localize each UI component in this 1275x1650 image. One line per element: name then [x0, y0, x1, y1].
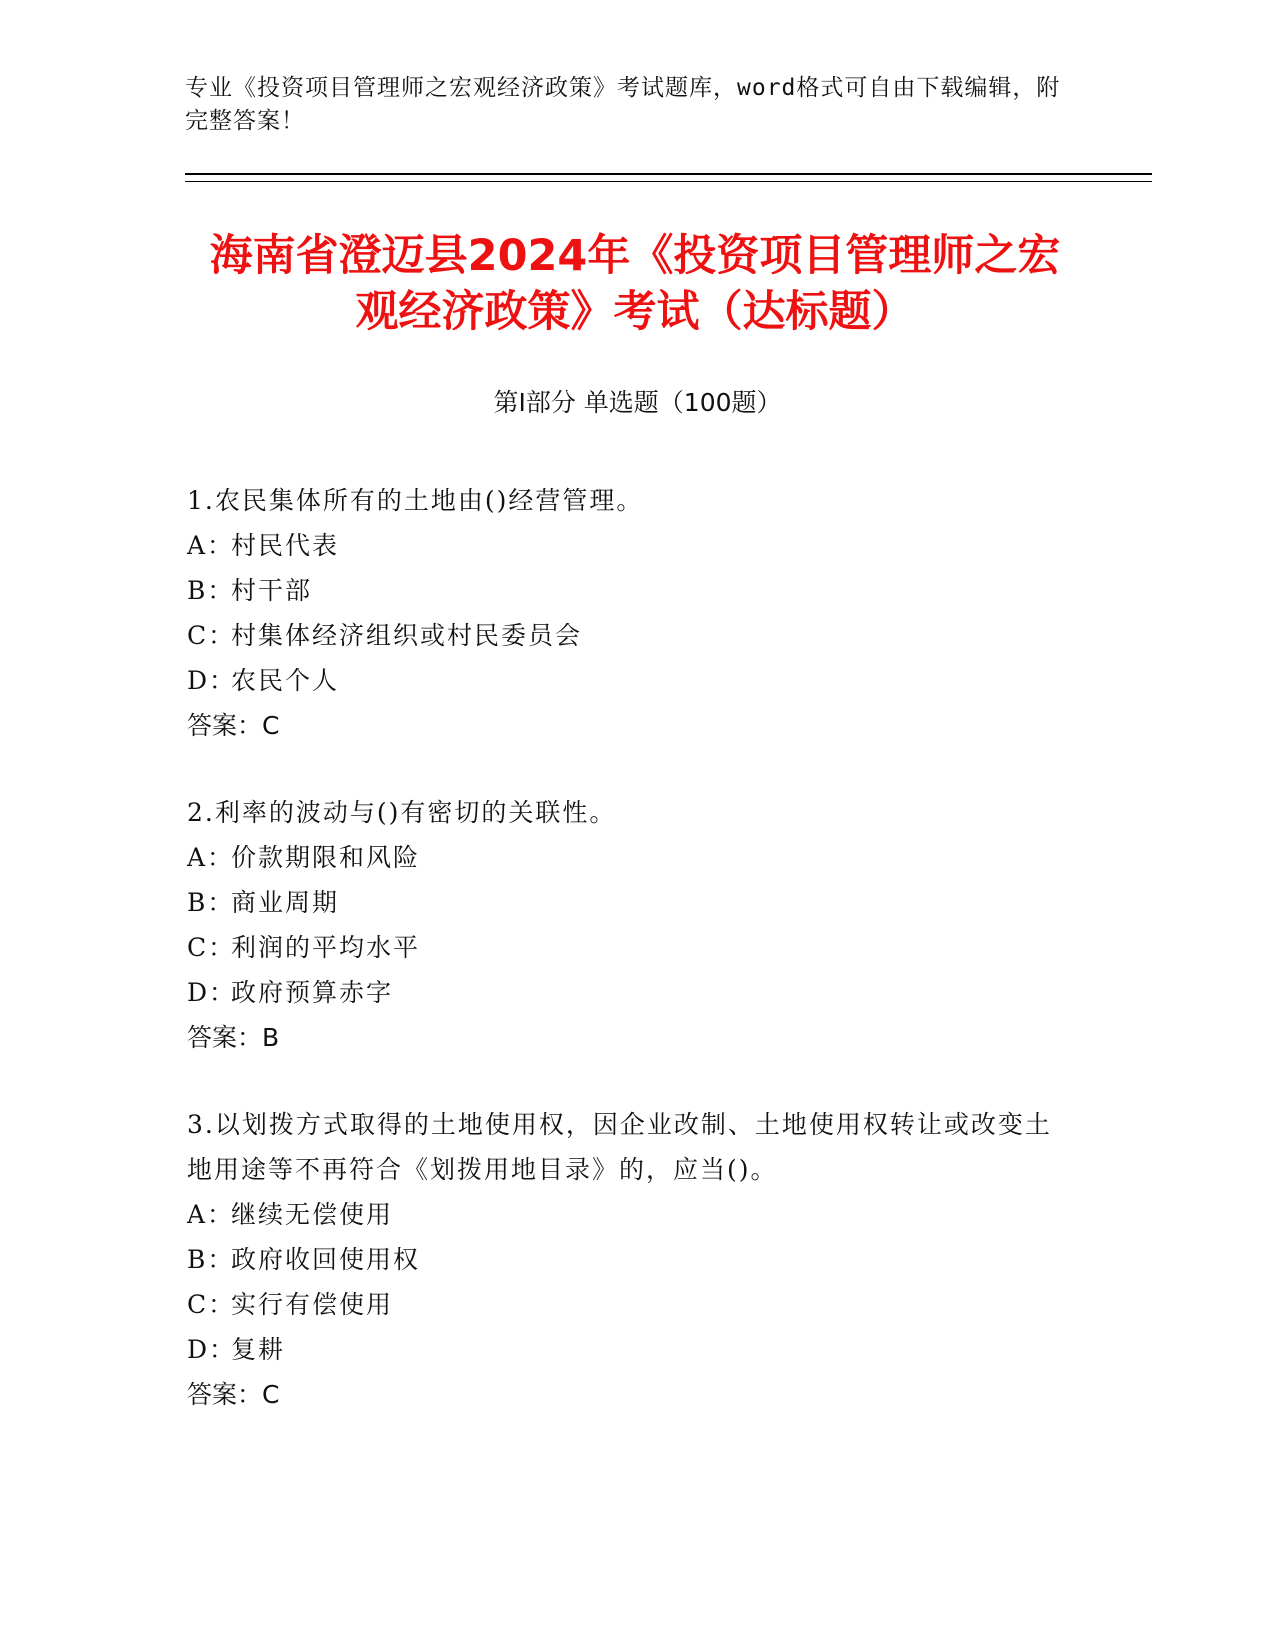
option-key: A：: [187, 531, 235, 560]
option-key: A：: [187, 1200, 235, 1229]
option-key: B：: [187, 1245, 235, 1274]
option-text: 政府预算赤字: [231, 978, 394, 1007]
option-b: [187, 1237, 1067, 1282]
option-a: [187, 523, 1067, 568]
option-text: 继续无偿使用: [231, 1200, 394, 1229]
option-text: 商业周期: [231, 888, 340, 917]
question-stem: 3.以划拨方式取得的土地使用权，因企业改制、土地使用权转让或改变土地用途等不再符合《划拨用地目录》的，应当()。: [187, 1110, 1052, 1184]
question-stem: 2.利率的波动与()有密切的关联性。: [187, 798, 617, 827]
option-text: 实行有偿使用: [231, 1290, 394, 1319]
option-key: B：: [187, 576, 235, 605]
question-1: [187, 478, 1067, 748]
option-key: D：: [187, 1335, 237, 1364]
option-b: [187, 568, 1067, 613]
answer: 答案：C: [187, 1380, 280, 1409]
option-c: [187, 613, 1067, 658]
option-d: [187, 970, 1067, 1015]
option-text: 村集体经济组织或村民委员会: [231, 621, 583, 650]
option-a: [187, 1192, 1067, 1237]
option-d: [187, 658, 1067, 703]
question-list: [187, 478, 1067, 1417]
header-note: 专业《投资项目管理师之宏观经济政策》考试题库，word格式可自由下载编辑，附完整答案！: [185, 75, 1061, 134]
question-3: [187, 1102, 1067, 1417]
question-stem: 1.农民集体所有的土地由()经营管理。: [187, 486, 644, 515]
option-key: D：: [187, 666, 237, 695]
page-title-line-2: 观经济政策》考试（达标题）: [355, 287, 915, 337]
option-a: [187, 835, 1067, 880]
answer: 答案：B: [187, 1023, 280, 1052]
option-text: 村干部: [231, 576, 313, 605]
option-text: 农民个人: [231, 666, 340, 695]
option-c: [187, 1282, 1067, 1327]
answer: 答案：C: [187, 711, 280, 740]
option-text: 政府收回使用权: [231, 1245, 421, 1274]
option-d: [187, 1327, 1067, 1372]
option-c: [187, 925, 1067, 970]
header-divider-thick: [185, 173, 1152, 175]
option-key: A：: [187, 843, 235, 872]
option-key: D：: [187, 978, 237, 1007]
option-text: 复耕: [231, 1335, 286, 1364]
option-text: 价款期限和风险: [231, 843, 421, 872]
option-text: 村民代表: [231, 531, 340, 560]
option-b: [187, 880, 1067, 925]
option-key: B：: [187, 888, 235, 917]
header-divider-thin: [185, 181, 1152, 182]
page-title-line-1: 海南省澄迈县2024年《投资项目管理师之宏: [209, 231, 1061, 281]
page-title: [170, 228, 1100, 340]
option-key: C：: [187, 1290, 236, 1319]
option-key: C：: [187, 621, 236, 650]
option-key: C：: [187, 933, 236, 962]
section-title: 第Ⅰ部分 单选题（100题）: [493, 388, 782, 417]
question-2: [187, 790, 1067, 1060]
option-text: 利润的平均水平: [231, 933, 421, 962]
